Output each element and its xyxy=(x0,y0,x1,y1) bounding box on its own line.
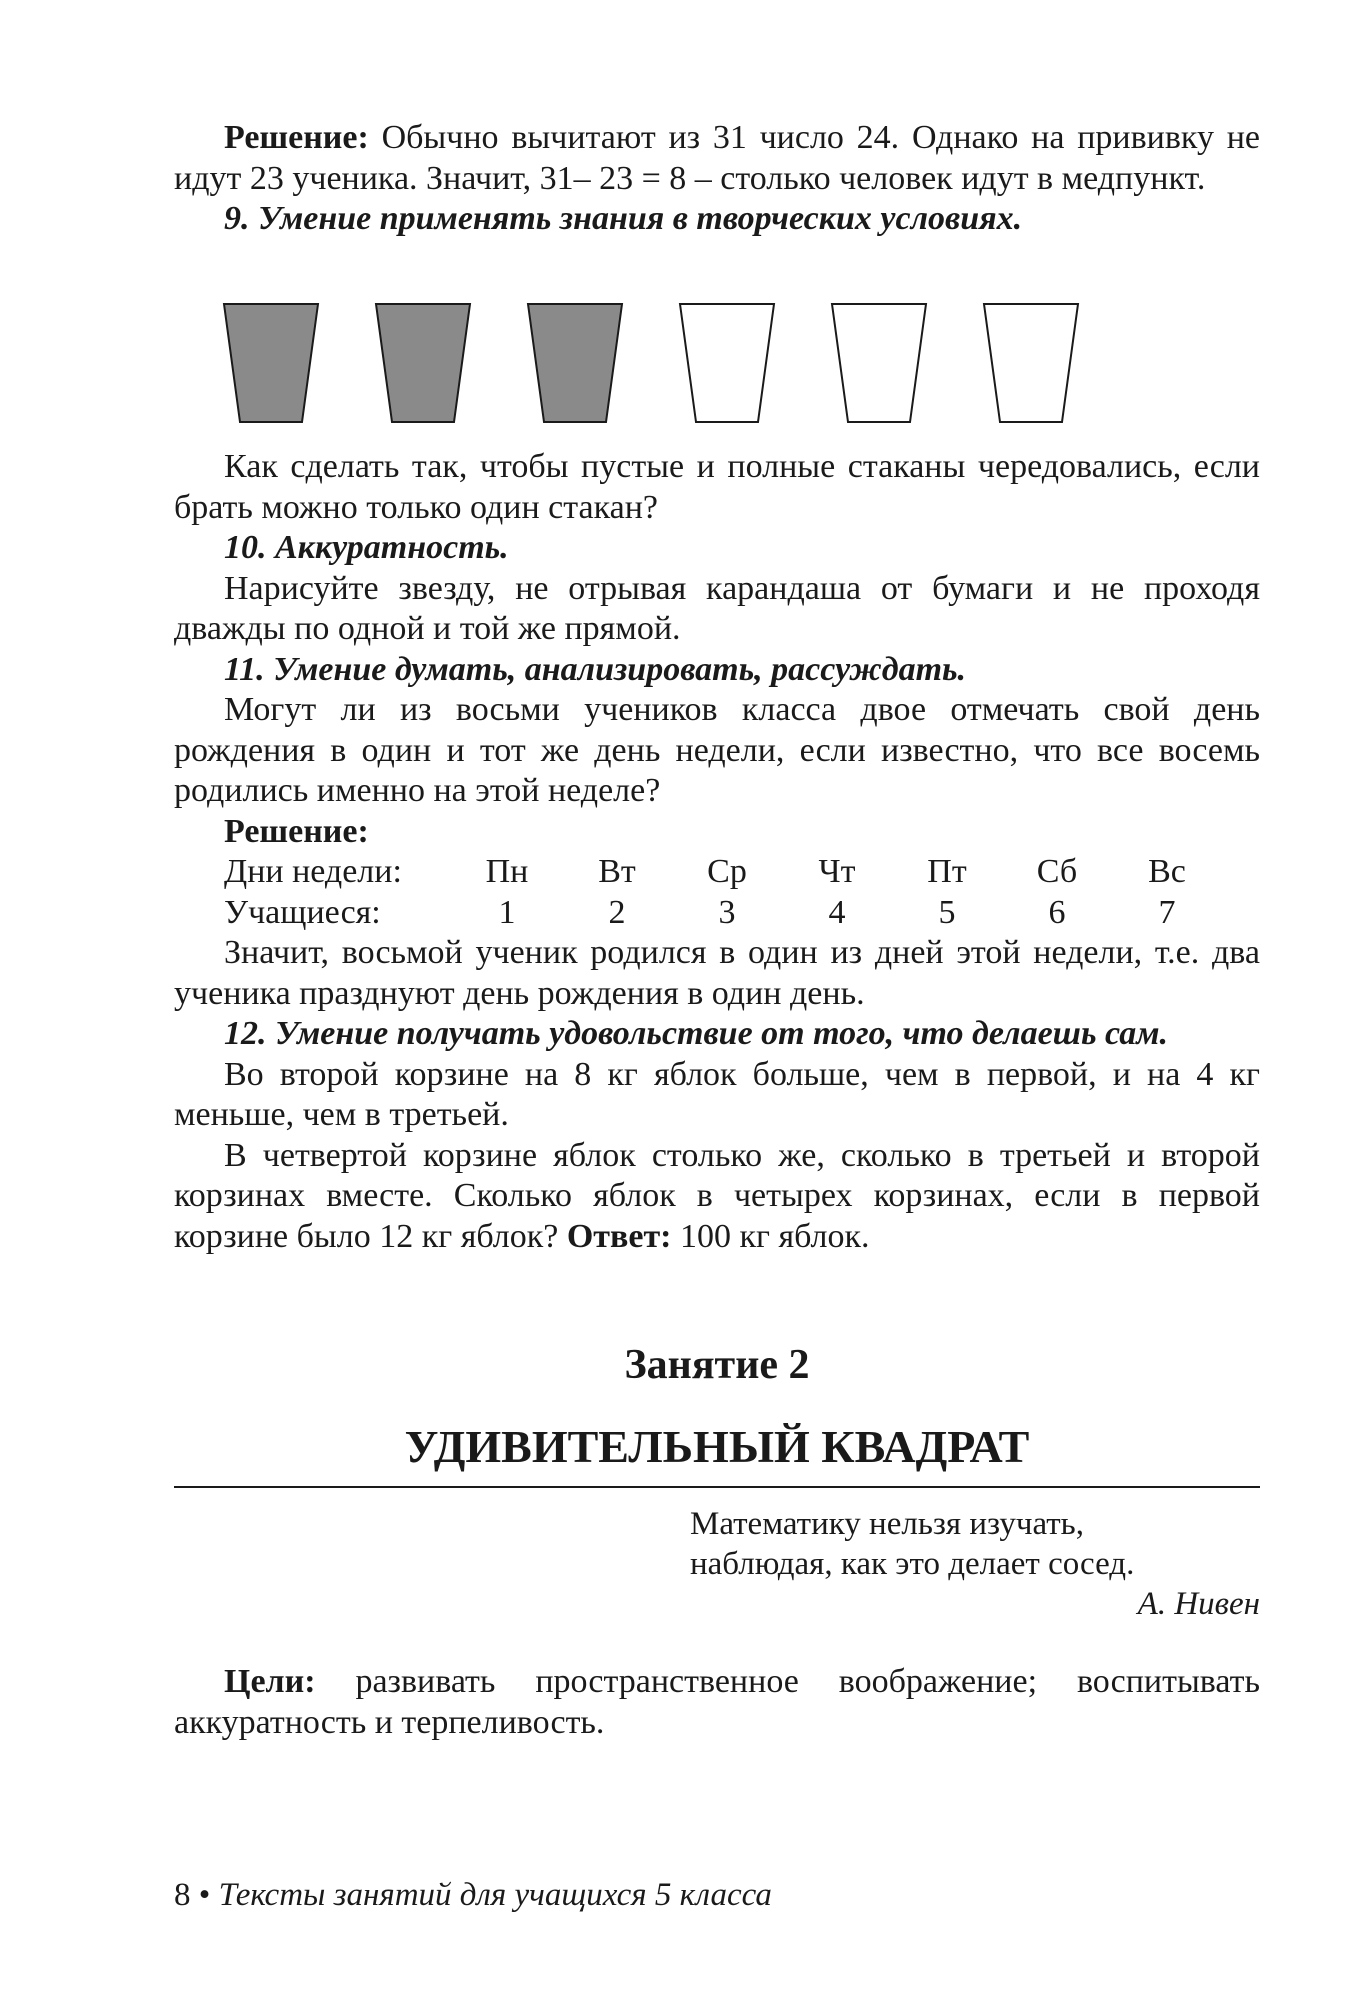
day-cell: Вс xyxy=(1148,853,1186,890)
solution-paragraph xyxy=(174,118,1260,199)
epigraph-author: А. Нивен xyxy=(1137,1586,1260,1622)
task12-heading: 12. Умение получать удовольствие от того, что делаешь сам. xyxy=(224,1015,1169,1052)
solution-text: Обычно вычитают из 31 число 24. Однако на прививку не идут 23 ученика. Значит, 31– 23 = 8 – столько человек идут в медпункт. xyxy=(174,119,1260,197)
title-rule xyxy=(174,1486,1260,1488)
lesson-title: УДИВИТЕЛЬНЫЙ КВАДРАТ xyxy=(404,1421,1030,1472)
goals-paragraph xyxy=(174,1662,1260,1743)
task10-text: Нарисуйте звезду, не отрывая карандаша от бумаги и не проходя дважды по одной и той же прямой. xyxy=(174,569,1260,647)
main-text-middle xyxy=(174,447,1260,1257)
page-number: 8 xyxy=(174,1877,191,1913)
student-cell: 4 xyxy=(828,893,846,931)
day-cell: Вт xyxy=(598,853,636,890)
student-cell: 2 xyxy=(608,893,626,931)
day-cell: Сб xyxy=(1036,853,1078,890)
student-cell: 1 xyxy=(498,893,516,931)
week-days-row xyxy=(224,852,1222,893)
epigraph xyxy=(690,1504,1260,1624)
goals-text-block xyxy=(174,1662,1260,1743)
empty-cup xyxy=(832,304,926,422)
full-cup xyxy=(528,304,622,422)
day-cell: Ср xyxy=(707,853,747,890)
footer-bullet: • xyxy=(198,1877,211,1913)
days-row-label: Дни недели: xyxy=(224,853,402,890)
task11-text: Могут ли из восьми учеников класса двое отмечать свой день рождения в один и тот же день недели, если известно, что все восемь родились именно на этой неделе? xyxy=(174,691,1260,809)
goals-text: развивать пространственное воображение; воспитывать аккуратность и терпеливость. xyxy=(174,1663,1260,1741)
answer-label: Ответ: xyxy=(566,1217,672,1255)
day-cell: Пн xyxy=(485,853,529,890)
student-cell: 6 xyxy=(1048,893,1066,931)
student-cell: 5 xyxy=(938,893,956,931)
goals-label: Цели: xyxy=(224,1663,316,1700)
task11-solution-label: Решение: xyxy=(224,812,369,850)
task11-conclusion: Значит, восьмой ученик родился в один из дней этой недели, т.е. два ученика празднуют день рождения в один день. xyxy=(174,934,1260,1012)
day-cell: Пт xyxy=(927,853,967,890)
lesson-number: Занятие 2 xyxy=(624,1342,810,1388)
student-cell: 7 xyxy=(1158,893,1176,931)
task12-text2-body: В четвертой корзине яблок столько же, сколько в третьей и второй корзинах вместе. Сколько яблок в четырех корзинах, если в первой корзине было 12 кг яблок? xyxy=(174,1136,1260,1255)
running-title: Тексты занятий для учащихся 5 класса xyxy=(218,1877,772,1913)
epigraph-line2: наблюдая, как это делает сосед. xyxy=(690,1546,1135,1582)
task11-heading: 11. Умение думать, анализировать, рассуждать. xyxy=(224,650,967,688)
task10-heading: 10. Аккуратность. xyxy=(224,529,509,566)
task9-question: Как сделать так, чтобы пустые и полные стаканы чередовались, если брать можно только один стакан? xyxy=(174,448,1260,526)
task12-text2 xyxy=(174,1136,1260,1258)
task9-heading: 9. Умение применять знания в творческих условиях. xyxy=(224,200,1023,237)
empty-cup xyxy=(984,304,1078,422)
main-text-top xyxy=(174,118,1260,240)
full-cup xyxy=(224,304,318,422)
empty-cup xyxy=(680,304,774,422)
page-footer xyxy=(174,1875,772,1915)
answer-value: 100 кг яблок. xyxy=(671,1217,870,1255)
epigraph-line1: Математику нельзя изучать, xyxy=(690,1506,1084,1542)
solution-label: Решение: xyxy=(224,119,369,156)
student-cell: 3 xyxy=(718,893,736,931)
cups-illustration xyxy=(174,300,1260,430)
full-cup xyxy=(376,304,470,422)
task12-text1: Во второй корзине на 8 кг яблок больше, чем в первой, и на 4 кг меньше, чем в третьей. xyxy=(174,1055,1260,1133)
day-cell: Чт xyxy=(818,853,856,890)
week-table xyxy=(224,852,1222,933)
students-row-label: Учащиеся: xyxy=(224,893,381,931)
week-students-row xyxy=(224,893,1222,934)
